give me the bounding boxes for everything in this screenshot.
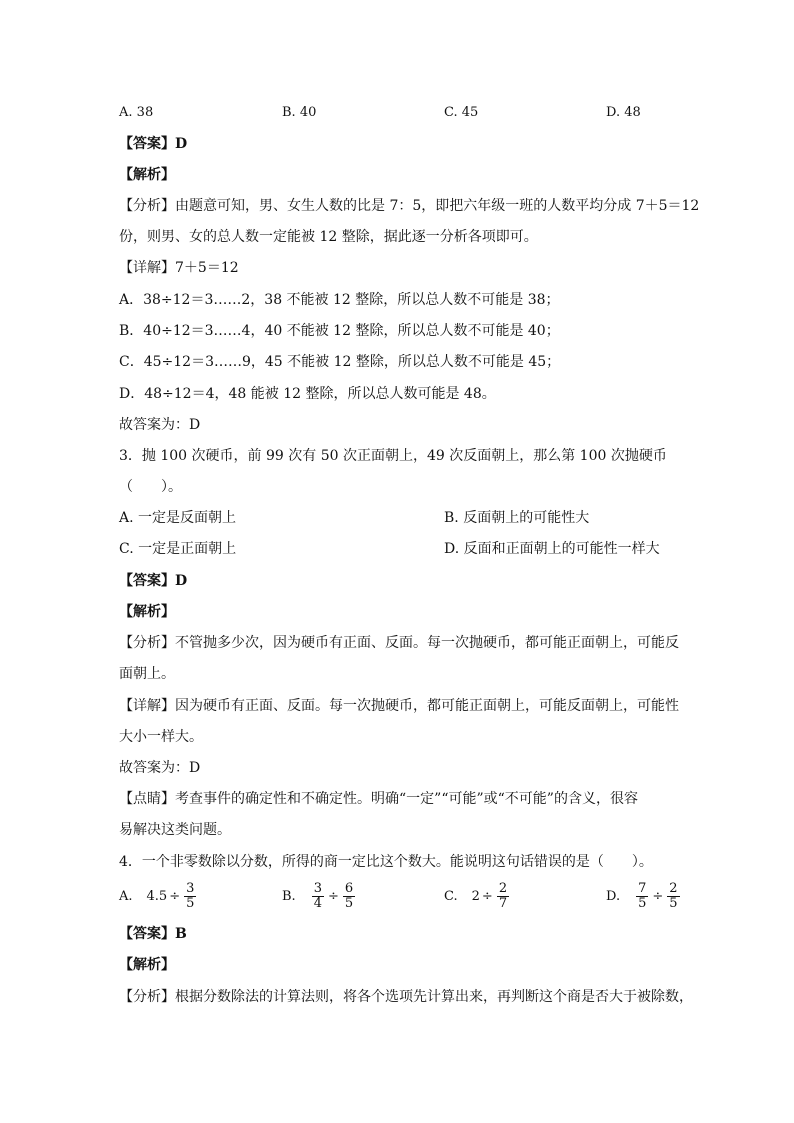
q4-answer: 【答案】B — [119, 926, 187, 942]
q4-option-a: A. 4.5 ÷ $\frac{3}{5}$ — [119, 881, 195, 911]
q2-step-c: C．45÷12＝3……9，45 不能被 12 整除，所以总人数不可能是 45； — [119, 354, 561, 370]
fraction: $\frac{6}{5}$ — [344, 881, 354, 911]
q4-option-d: D. $\frac{7}{5}$ ÷ $\frac{2}{5}$ — [606, 881, 678, 911]
q2-answer: 【答案】D — [119, 136, 188, 152]
q2-analysis-heading: 【解析】 — [119, 167, 175, 183]
q3-fenxi-line-1: 【分析】不管抛多少次，因为硬币有正面、反面。每一次抛硬币，都可能正面朝上，可能反 — [119, 635, 679, 651]
q4-option-c: C. 2 ÷ $\frac{2}{7}$ — [444, 881, 508, 911]
q2-xiangjie: 【详解】7＋5＝12 — [119, 260, 239, 276]
q3-dianjing-line-1: 【点睛】考查事件的确定性和不确定性。明确“一定”“可能”或“不可能”的含义，很容 — [119, 791, 638, 807]
q3-conclusion: 故答案为：D — [119, 760, 201, 776]
q3-option-d: D. 反面和正面朝上的可能性一样大 — [444, 541, 660, 557]
q2-step-a: A．38÷12＝3……2，38 不能被 12 整除，所以总人数不可能是 38； — [119, 292, 560, 308]
q3-stem-line-1: 3．抛 100 次硬币，前 99 次有 50 次正面朝上，49 次反面朝上，那么第 100 次抛硬币 — [119, 448, 667, 464]
q2-option-b: B. 40 — [282, 105, 317, 120]
q3-fenxi-line-2: 面朝上。 — [119, 666, 175, 682]
q3-answer: 【答案】D — [119, 573, 188, 589]
q3-stem-line-2: （ ）。 — [119, 479, 182, 495]
q2-fenxi-line-1: 【分析】由题意可知，男、女生人数的比是 7：5，即把六年级一班的人数平均分成 7＋5＝12 — [119, 198, 700, 214]
fraction: $\frac{7}{5}$ — [638, 881, 647, 911]
fraction: $\frac{2}{7}$ — [498, 881, 508, 911]
fraction: $\frac{3}{4}$ — [313, 881, 322, 911]
q2-option-d: D. 48 — [606, 105, 641, 120]
q3-option-c: C. 一定是正面朝上 — [119, 541, 237, 557]
q2-step-d: D．48÷12＝4，48 能被 12 整除，所以总人数可能是 48。 — [119, 386, 496, 402]
q2-option-a: A. 38 — [119, 105, 154, 120]
fraction: $\frac{3}{5}$ — [186, 881, 195, 911]
q2-step-b: B．40÷12＝3……4，40 不能被 12 整除，所以总人数不可能是 40； — [119, 323, 560, 339]
q3-option-a: A. 一定是反面朝上 — [119, 510, 237, 526]
q2-conclusion: 故答案为：D — [119, 417, 201, 433]
q3-dianjing-line-2: 易解决这类问题。 — [119, 822, 231, 838]
q3-option-b: B. 反面朝上的可能性大 — [444, 510, 590, 526]
q2-option-c: C. 45 — [444, 105, 479, 120]
q3-analysis-heading: 【解析】 — [119, 604, 175, 620]
q3-xiangjie-line-2: 大小一样大。 — [119, 729, 203, 745]
q4-stem: 4．一个非零数除以分数，所得的商一定比这个数大。能说明这句话错误的是（ ）。 — [119, 854, 653, 870]
q4-fenxi-line-1: 【分析】根据分数除法的计算法则，将各个选项先计算出来，再判断这个商是否大于被除数， — [119, 989, 693, 1005]
q3-xiangjie-line-1: 【详解】因为硬币有正面、反面。每一次抛硬币，都可能正面朝上，可能反面朝上，可能性 — [119, 698, 679, 714]
fraction: $\frac{2}{5}$ — [669, 881, 678, 911]
q2-fenxi-line-2: 份，则男、女的总人数一定能被 12 整除，据此逐一分析各项即可。 — [119, 229, 538, 245]
q4-option-b: B. $\frac{3}{4}$ ÷ $\frac{6}{5}$ — [282, 881, 354, 911]
q4-analysis-heading: 【解析】 — [119, 957, 175, 973]
